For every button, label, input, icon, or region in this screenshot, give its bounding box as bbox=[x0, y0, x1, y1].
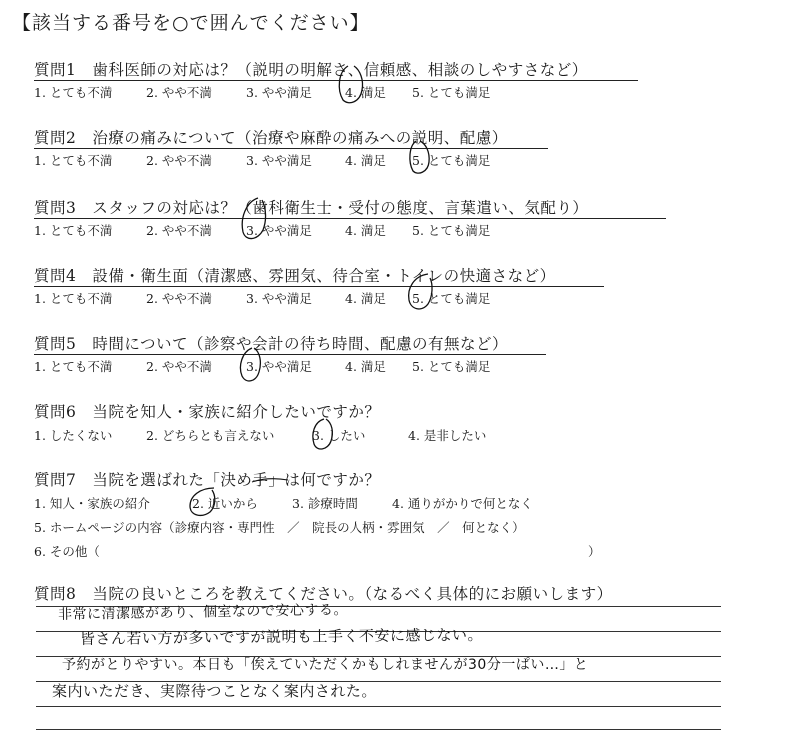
answer-line-5 bbox=[36, 706, 721, 707]
question-2-title: 質問2 治療の痛みについて（治療や麻酔の痛みへの説明、配慮） bbox=[34, 129, 508, 147]
q5-option-3: 3. やや満足 bbox=[246, 359, 312, 374]
question-3-underline bbox=[34, 218, 666, 219]
q1-option-4: 4. 満足 bbox=[345, 85, 386, 100]
q2-option-4: 4. 満足 bbox=[345, 153, 386, 168]
question-4-title: 質問4 設備・衛生面（清潔感、雰囲気、待合室・トイレの快適さなど） bbox=[34, 267, 556, 285]
q3-option-5: 5. とても満足 bbox=[412, 223, 491, 238]
q7-option-2: 2. 近いから bbox=[192, 496, 258, 511]
q6-option-1: 1. したくない bbox=[34, 428, 113, 443]
q5-option-1: 1. とても不満 bbox=[34, 359, 113, 374]
q2-option-2: 2. やや不満 bbox=[146, 153, 212, 168]
q5-option-5: 5. とても満足 bbox=[412, 359, 491, 374]
question-1-underline bbox=[34, 80, 638, 81]
q3-option-1: 1. とても不満 bbox=[34, 223, 113, 238]
q7-option-1: 1. 知人・家族の紹介 bbox=[34, 496, 150, 511]
q7-option-4: 4. 通りがかりで何となく bbox=[392, 496, 533, 511]
question-1-title: 質問1 歯科医師の対応は？（説明の明解さ、信頼感、相談のしやすさなど） bbox=[34, 61, 588, 79]
q1-option-3: 3. やや満足 bbox=[246, 85, 312, 100]
q1-option-1: 1. とても不満 bbox=[34, 85, 113, 100]
question-5-title: 質問5 時間について（診察や会計の待ち時間、配慮の有無など） bbox=[34, 335, 509, 353]
form-heading: 【該当する番号を○で囲んでください】 bbox=[12, 12, 370, 34]
q4-option-3: 3. やや満足 bbox=[246, 291, 312, 306]
q7-option-3: 3. 診療時間 bbox=[292, 496, 358, 511]
question-4-underline bbox=[34, 286, 604, 287]
q3-option-4: 4. 満足 bbox=[345, 223, 386, 238]
handwritten-answer-1: 非常に清潔感があり、個室なので安心する。 bbox=[57, 601, 349, 623]
question-7-title: 質問7 当院を選ばれた「決め手」は何ですか？ bbox=[34, 471, 381, 489]
q1-option-2: 2. やや不満 bbox=[146, 85, 212, 100]
q7-option-5: 5. ホームページの内容（診療内容・専門性 ／ 院長の人柄・雰囲気 ／ 何となく） bbox=[34, 520, 525, 535]
q6-option-3: 3. したい bbox=[312, 428, 366, 443]
handwritten-answer-2: 皆さん若い方が多いですが説明も上手く不安に感じない。 bbox=[79, 625, 484, 648]
q1-option-5: 5. とても満足 bbox=[412, 85, 491, 100]
q4-option-1: 1. とても不満 bbox=[34, 291, 113, 306]
q2-option-5: 5. とても満足 bbox=[412, 153, 491, 168]
question-2-underline bbox=[34, 148, 548, 149]
question-6-title: 質問6 当院を知人・家族に紹介したいですか？ bbox=[34, 403, 381, 421]
handwritten-answer-4: 案内いただき、実際待つことなく案内された。 bbox=[52, 682, 377, 700]
q5-option-4: 4. 満足 bbox=[345, 359, 386, 374]
q5-option-2: 2. やや不満 bbox=[146, 359, 212, 374]
answer-line-6 bbox=[36, 729, 721, 730]
q2-option-1: 1. とても不満 bbox=[34, 153, 113, 168]
q7-option-6-close: ） bbox=[588, 544, 601, 559]
question-5-underline bbox=[34, 354, 546, 355]
q3-option-2: 2. やや不満 bbox=[146, 223, 212, 238]
q6-option-4: 4. 是非したい bbox=[408, 428, 487, 443]
q3-option-3: 3. やや満足 bbox=[246, 223, 312, 238]
q4-option-2: 2. やや不満 bbox=[146, 291, 212, 306]
handwritten-answer-3: 予約がとりやすい。本日も「俟えていただくかもしれませんが30分一ぱい…」と bbox=[62, 657, 589, 673]
q4-option-4: 4. 満足 bbox=[345, 291, 386, 306]
question-3-title: 質問3 スタッフの対応は？（歯科衛生士・受付の態度、言葉遣い、気配り） bbox=[34, 199, 589, 217]
question-8-title: 質問8 当院の良いところを教えてください。（なるべく具体的にお願いします） bbox=[34, 585, 613, 603]
q7-option-6: 6. その他（ bbox=[34, 544, 100, 559]
q2-option-3: 3. やや満足 bbox=[246, 153, 312, 168]
q6-option-2: 2. どちらとも言えない bbox=[146, 428, 275, 443]
q4-option-5: 5. とても満足 bbox=[412, 291, 491, 306]
